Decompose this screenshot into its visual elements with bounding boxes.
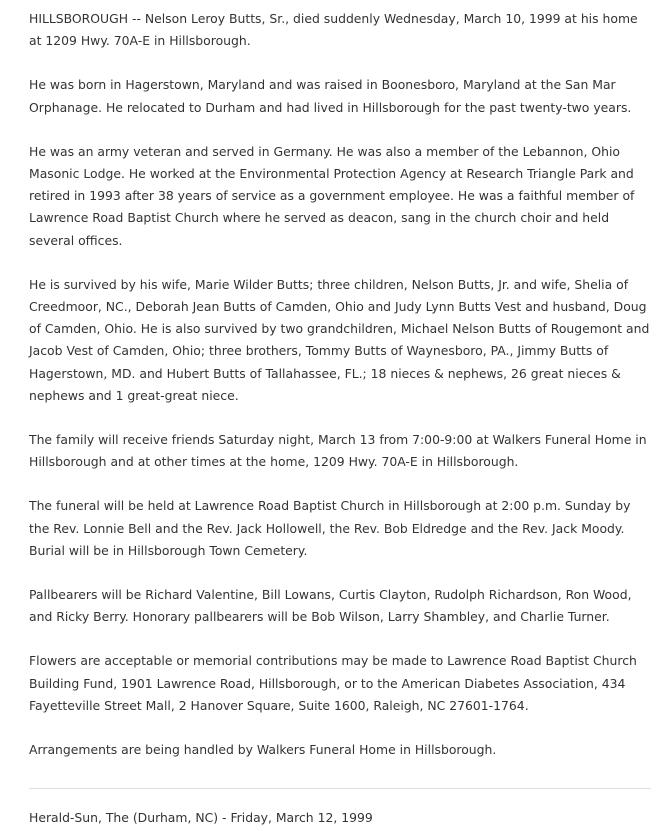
obituary-body: [29, 8, 653, 783]
obituary-paragraph-funeral: The funeral will be held at Lawrence Road Baptist Church in Hillsborough at 2:00 p.m. Sunday by the Rev. Lonnie Bell and the Rev. Jack Hollowell, the Rev. Bob Eldredge and the Rev. Jack Moody. Burial will be in Hillsborough Town Cemetery.: [29, 498, 631, 558]
obituary-paragraph-survivors: He is survived by his wife, Marie Wilder Butts; three children, Nelson Butts, Jr. and wife, Shelia of Creedmoor, NC., Deborah Jean Butts of Camden, Ohio and Judy Lynn Butts Vest and husband, Doug of Camden, Ohio. He is also survived by two grandchildren, Michael Nelson Butts of Rougemont and Jacob Vest of Camden, Ohio; three brothers, Tommy Butts of Waynesboro, PA., Jimmy Butts of Hagerstown, MD. and Hubert Butts of Tallahassee, FL.; 18 nieces & nephews, 26 great nieces & nephews and 1 great-great niece.: [29, 276, 650, 403]
source-citation: Herald-Sun, The (Durham, NC) - Friday, March 12, 1999: [29, 810, 373, 825]
section-divider: [29, 788, 651, 789]
obituary-paragraph-arrangements: Arrangements are being handled by Walkers Funeral Home in Hillsborough.: [29, 742, 497, 758]
obituary-paragraph-memorials: Flowers are acceptable or memorial contributions may be made to Lawrence Road Baptist Church Building Fund, 1901 Lawrence Road, Hillsborough, or to the American Diabetes Association, 434 Fayetteville Street Mall, 2 Hanover Square, Suite 1600, Raleigh, NC 27601-1764.: [29, 653, 637, 713]
obituary-paragraph-career: He was an army veteran and served in Germany. He was also a member of the Lebannon, Ohio Masonic Lodge. He worked at the Environmental Protection Agency at Research Triangle Park and retired in 1993 after 38 years of service as a government employee. He was a faithful member of Lawrence Road Baptist Church where he served as deacon, sang in the church choir and held several offices.: [29, 143, 635, 248]
obituary-paragraph-death-notice: HILLSBOROUGH -- Nelson Leroy Butts, Sr., died suddenly Wednesday, March 10, 1999 at his home at 1209 Hwy. 70A-E in Hillsborough.: [29, 11, 638, 49]
obituary-paragraph-early-life: He was born in Hagerstown, Maryland and was raised in Boonesboro, Maryland at the San Mar Orphanage. He relocated to Durham and had lived in Hillsborough for the past twenty-two years.: [29, 77, 632, 115]
obituary-paragraph-pallbearers: Pallbearers will be Richard Valentine, Bill Lowans, Curtis Clayton, Rudolph Richardson, Ron Wood, and Ricky Berry. Honorary pallbearers will be Bob Wilson, Larry Shambley, and Charlie Turner.: [29, 587, 632, 625]
obituary-paragraph-visitation: The family will receive friends Saturday night, March 13 from 7:00-9:00 at Walkers Funeral Home in Hillsborough and at other times at the home, 1209 Hwy. 70A-E in Hillsborough.: [29, 432, 647, 470]
